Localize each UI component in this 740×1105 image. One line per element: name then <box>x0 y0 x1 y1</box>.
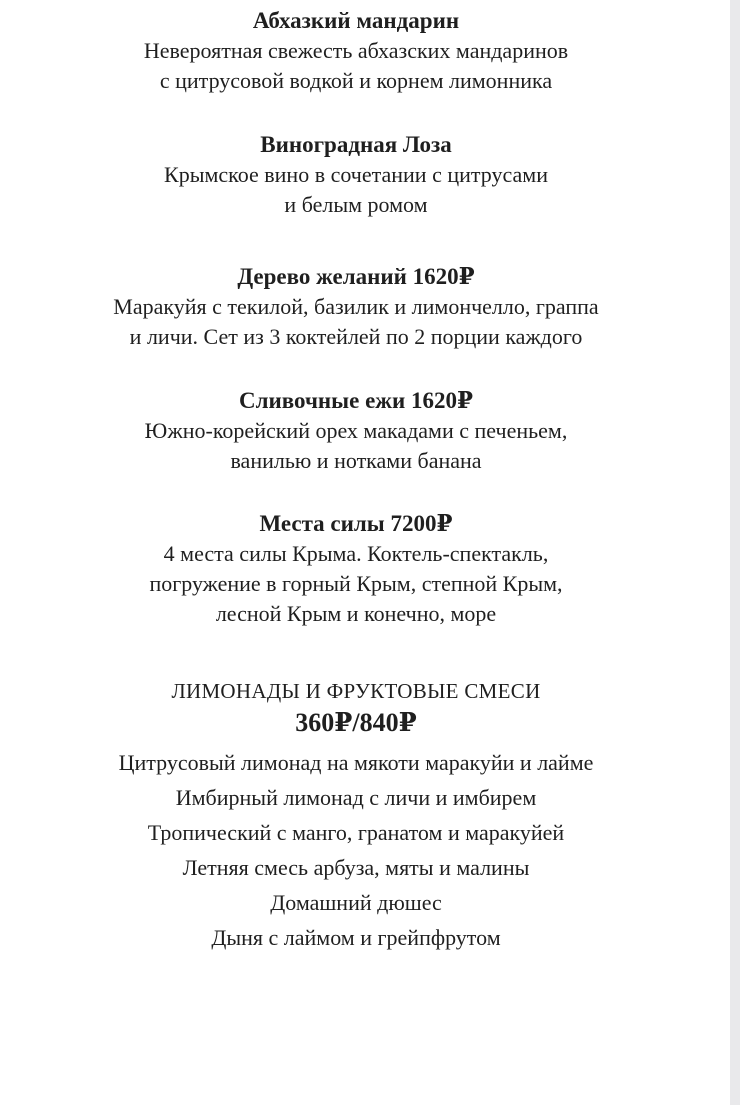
cocktail-title: Места силы 7200₽ <box>259 511 453 536</box>
cocktail-item <box>0 262 712 352</box>
cocktail-description-line: Южно-корейский орех макадами с печеньем, <box>144 418 568 443</box>
cocktail-title: Сливочные ежи 1620₽ <box>239 388 473 413</box>
cocktail-title: Дерево желаний 1620₽ <box>237 264 475 289</box>
cocktail-description-line: и белым ромом <box>284 192 428 217</box>
section-title: ЛИМОНАДЫ И ФРУКТОВЫЕ СМЕСИ <box>171 679 541 703</box>
cocktail-description-line: Невероятная свежесть абхазских мандаринов <box>143 38 569 63</box>
lemonades-section <box>0 676 712 955</box>
lemonade-item: Тропический с манго, гранатом и маракуйей <box>147 820 565 845</box>
cocktail-description-line: Маракуйя с текилой, базилик и лимончелло, граппа <box>113 294 599 319</box>
lemonade-item: Дыня с лаймом и грейпфрутом <box>211 925 501 950</box>
cocktail-item <box>0 130 712 220</box>
cocktail-description-line: с цитрусовой водкой и корнем лимонника <box>159 68 553 93</box>
cocktail-description-line: погружение в горный Крым, степной Крым, <box>149 571 563 596</box>
lemonade-item: Домашний дюшес <box>270 890 442 915</box>
lemonade-item: Летняя смесь арбуза, мяты и малины <box>182 855 530 880</box>
cocktail-title: Виноградная Лоза <box>260 132 452 157</box>
lemonade-item: Имбирный лимонад с личи и имбирем <box>175 785 537 810</box>
cocktail-item <box>0 509 712 629</box>
cocktail-description-line: Крымское вино в сочетании с цитрусами <box>164 162 548 187</box>
cocktail-description-line: ванилью и нотками банана <box>230 448 482 473</box>
cocktail-item <box>0 386 712 476</box>
lemonade-item: Цитрусовый лимонад на мякоти маракуйи и лайме <box>118 750 594 775</box>
cocktail-description-line: 4 места силы Крыма. Коктель-спектакль, <box>163 541 549 566</box>
cocktail-title: Абхазкий мандарин <box>252 8 460 33</box>
section-price: 360₽/840₽ <box>295 708 417 737</box>
cocktail-description-line: и личи. Сет из 3 коктейлей по 2 порции каждого <box>129 324 583 349</box>
cocktail-description-line: лесной Крым и конечно, море <box>215 601 497 626</box>
cocktail-item <box>0 6 712 96</box>
